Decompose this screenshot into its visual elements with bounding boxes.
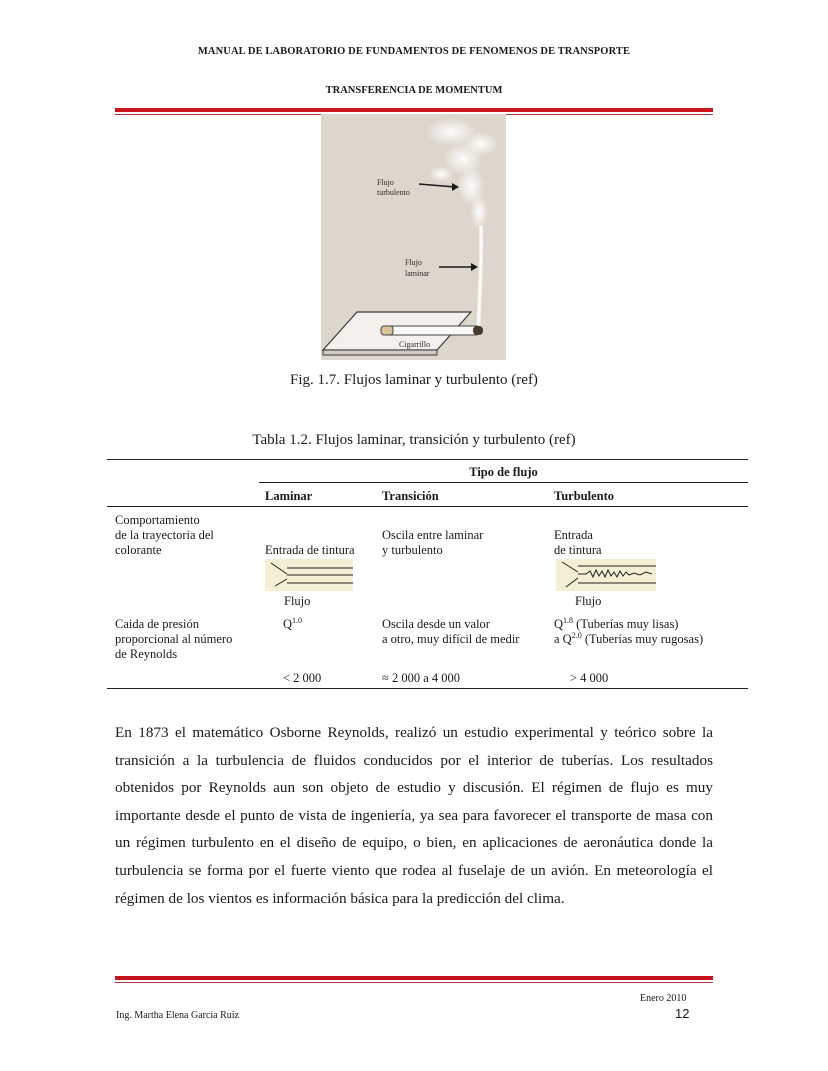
q-exponent: 1.8 (563, 615, 574, 625)
column-header-turbulent: Turbulento (554, 489, 614, 503)
cell-line (554, 617, 703, 632)
laminar-pressure-drop (283, 617, 302, 632)
table-top-rule (107, 459, 748, 460)
footer-date: Enero 2010 (640, 993, 687, 1004)
turbulent-flow-label: Flujo (575, 594, 602, 608)
transition-reynolds-range: ≈ 2 000 a 4 000 (382, 671, 461, 685)
smoke-flow-photo (321, 114, 506, 360)
q-symbol: Q (283, 617, 293, 631)
document-header-subtitle: TRANSFERENCIA DE MOMENTUM (325, 85, 503, 96)
laminar-dye-entry: Entrada de tintura (265, 543, 355, 557)
smoke-flow-illustration (321, 114, 506, 360)
transition-pressure-drop (382, 617, 519, 647)
body-paragraph: En 1873 el matemático Osborne Reynolds, realizó un estudio experimental y teórico sobre la transición a la turbulencia de fluidos conducidos por el interior de tuberías. Los resultados obtenidos por Reynolds aun son objeto de estudio y discusión. El régimen de flujo es muy importante desde el punto de vista de ingeniería, ya sea para favorecer el transporte de masa con un régimen turbulento en el diseño de equipo, o bien, en aplicaciones de aeronáutica donde la turbulencia se forma por el fuerte viento que rodea al fuselaje de un avión. En meteorología el régimen de los vientos es información básica para la predicción del clima. (115, 724, 713, 907)
footer-red-line (115, 982, 713, 983)
table-caption: Tabla 1.2. Flujos laminar, transición y turbulento (ref) (252, 432, 576, 448)
transition-behavior (382, 528, 483, 558)
q-symbol: a Q (554, 632, 572, 646)
turbulent-pipe-diagram (556, 559, 656, 591)
column-header-transition: Transición (382, 489, 439, 503)
footer-red-bar (115, 976, 713, 980)
document-header-title: MANUAL DE LABORATORIO DE FUNDAMENTOS DE FENOMENOS DE TRANSPORTE (197, 46, 631, 57)
cell-line: y turbulento (382, 543, 443, 557)
figure-caption: Fig. 1.7. Flujos laminar y turbulento (ref) (290, 372, 538, 388)
row-label-line: colorante (115, 543, 162, 557)
turbulent-dye-entry (554, 528, 602, 558)
cell-line (554, 632, 703, 647)
label-laminar-1: Flujo (405, 258, 422, 267)
laminar-reynolds-range: < 2 000 (283, 671, 322, 685)
row-label-trajectory (115, 513, 214, 558)
header-red-bar (115, 108, 713, 112)
laminar-pipe-diagram (265, 559, 353, 591)
table-header-rule (107, 506, 748, 507)
q-exponent: 1.0 (292, 615, 303, 625)
table-group-header: Tipo de flujo (469, 465, 538, 479)
row-label-line: de la trayectoria del (115, 528, 214, 542)
cigarette (381, 326, 481, 335)
row-label-line: Comportamiento (115, 513, 200, 527)
row-label-line: de Reynolds (115, 647, 178, 661)
label-turbulent-1: Flujo (377, 178, 394, 187)
turbulent-pressure-drop (554, 617, 703, 647)
label-turbulent-2: turbulento (377, 188, 410, 197)
q-symbol: Q (554, 617, 564, 631)
laminar-flow-label: Flujo (284, 594, 311, 608)
cell-line: Oscila entre laminar (382, 528, 484, 542)
page-number: 12 (675, 1006, 690, 1021)
cell-line: Oscila desde un valor (382, 617, 490, 631)
table-bottom-rule (107, 688, 748, 689)
pipe-note: (Tuberías muy lisas) (573, 617, 679, 631)
row-label-pressure-drop (115, 617, 232, 662)
row-label-line: proporcional al número (115, 632, 233, 646)
pipe-note: (Tuberías muy rugosas) (581, 632, 704, 646)
label-laminar-2: laminar (405, 269, 430, 278)
cell-line: a otro, muy difícil de medir (382, 632, 520, 646)
footer-author: Ing. Martha Elena García Ruiz (116, 1010, 240, 1021)
q-exponent: 2.0 (571, 630, 582, 640)
turbulent-reynolds-range: > 4 000 (570, 671, 609, 685)
table-group-rule (259, 482, 748, 483)
row-label-line: Caida de presión (115, 617, 200, 631)
column-header-laminar: Laminar (265, 489, 313, 503)
label-cigarette: Cigarrillo (399, 340, 431, 349)
cell-line: Entrada (554, 528, 593, 542)
cell-line: de tintura (554, 543, 602, 557)
